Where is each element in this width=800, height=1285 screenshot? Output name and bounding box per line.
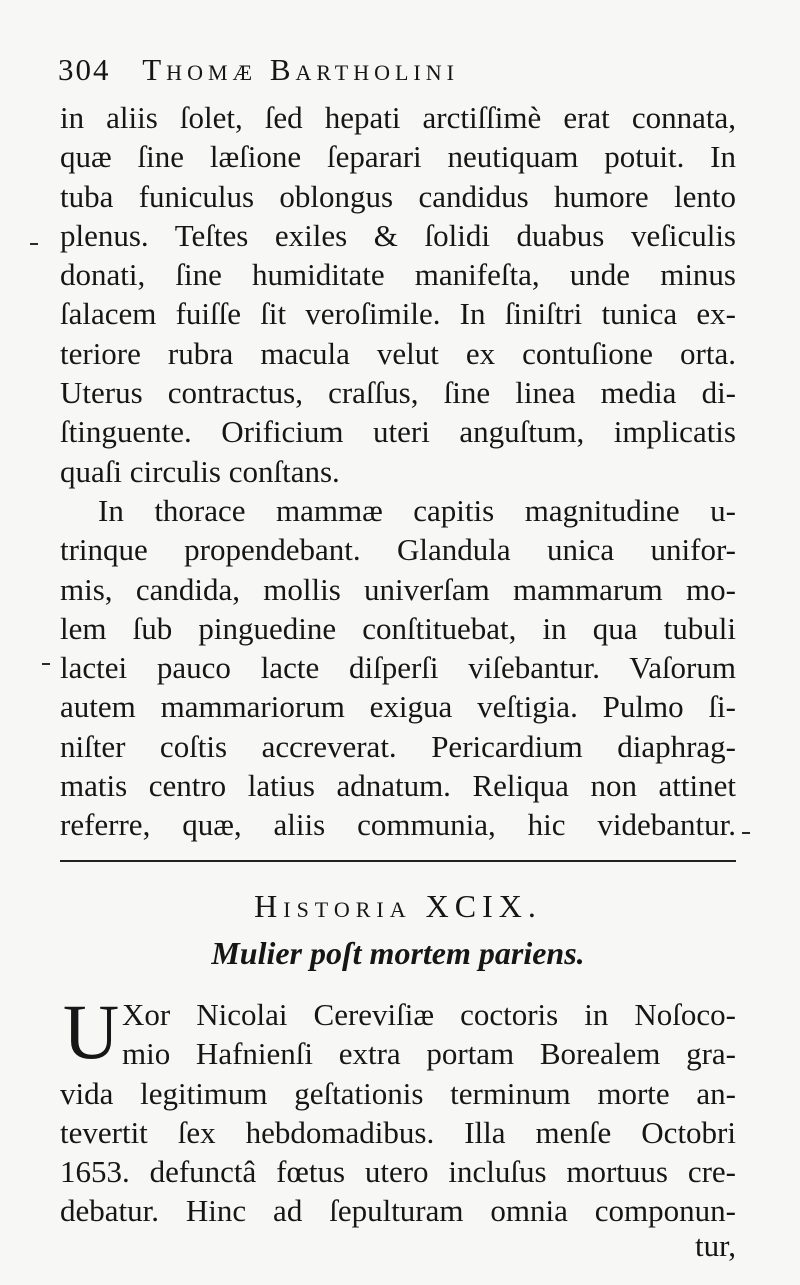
text-line: matis centro latius adnatum. Reliqua non attinet: [60, 768, 736, 804]
text-line: plenus. Teſtes exiles & ſolidi duabus veſiculis: [60, 217, 736, 253]
text-line: debatur. Hinc ad ſepulturam omnia componun-: [60, 1193, 736, 1229]
text-line: niſter coſtis accreverat. Pericardium diaphrag-: [60, 728, 736, 764]
catchword: tur,: [695, 1228, 736, 1263]
margin-speck: [742, 832, 750, 834]
text-line: tuba funiculus oblongus candidus humore lento: [60, 178, 736, 214]
history-text: [60, 988, 736, 1231]
section-divider: [60, 860, 736, 862]
text-line: autem mammariorum exigua veſtigia. Pulmo ſi-: [60, 689, 736, 725]
text-line: trinque propendebant. Glandula unica unifor-: [60, 532, 736, 568]
text-line: ſalacem fuiſſe ſit veroſimile. In ſiniſtri tunica ex-: [60, 296, 736, 332]
text-line: mio Hafnienſi extra portam Borealem gra-: [122, 1036, 736, 1072]
text-line: quaſi circulis conſtans.: [60, 453, 340, 489]
text-line: teriore rubra macula velut ex contuſione orta.: [60, 335, 736, 371]
text-line: Uterus contractus, craſſus, ſine linea media di-: [60, 375, 736, 411]
text-line: lem ſub pinguedine conſtituebat, in qua tubuli: [60, 610, 736, 646]
margin-speck: [30, 243, 38, 245]
text-line: ſtinguente. Orificium uteri anguſtum, implicatis: [60, 414, 736, 450]
section-title: Historia XCIX.: [254, 888, 542, 924]
body-text: [60, 98, 736, 845]
text-line: vida legitimum geſtationis terminum morte an-: [60, 1075, 736, 1111]
text-line: donati, ſine humiditate manifeſta, unde minus: [60, 257, 736, 293]
text-line: quæ ſine læſione ſeparari neutiquam potuit. In: [60, 139, 736, 175]
text-line: mis, candida, mollis univerſam mammarum mo-: [60, 571, 736, 607]
text-line: lactei pauco lacte diſperſi viſebantur. Vaſorum: [60, 650, 736, 686]
text-line: referre, quæ, aliis communia, hic videbantur.: [60, 807, 736, 843]
drop-cap: U: [62, 988, 120, 1075]
text-line: in aliis ſolet, ſed hepati arctiſſimè erat connata,: [60, 100, 736, 135]
section-subtitle: Mulier poſt mortem pariens.: [211, 935, 585, 971]
margin-speck: [42, 663, 50, 665]
text-line: In thorace mammæ capitis magnitudine u-: [98, 492, 736, 528]
text-line: 1653. defunctâ fœtus utero incluſus mortuus cre-: [60, 1154, 736, 1190]
running-title: Thomæ Bartholini: [142, 52, 459, 87]
text-line: tevertit ſex hebdomadibus. Illa menſe Octobri: [60, 1114, 736, 1150]
page-number: 304: [58, 52, 111, 87]
page-header: [58, 52, 748, 96]
text-line: Xor Nicolai Cereviſiæ coctoris in Noſoco-: [122, 997, 736, 1032]
